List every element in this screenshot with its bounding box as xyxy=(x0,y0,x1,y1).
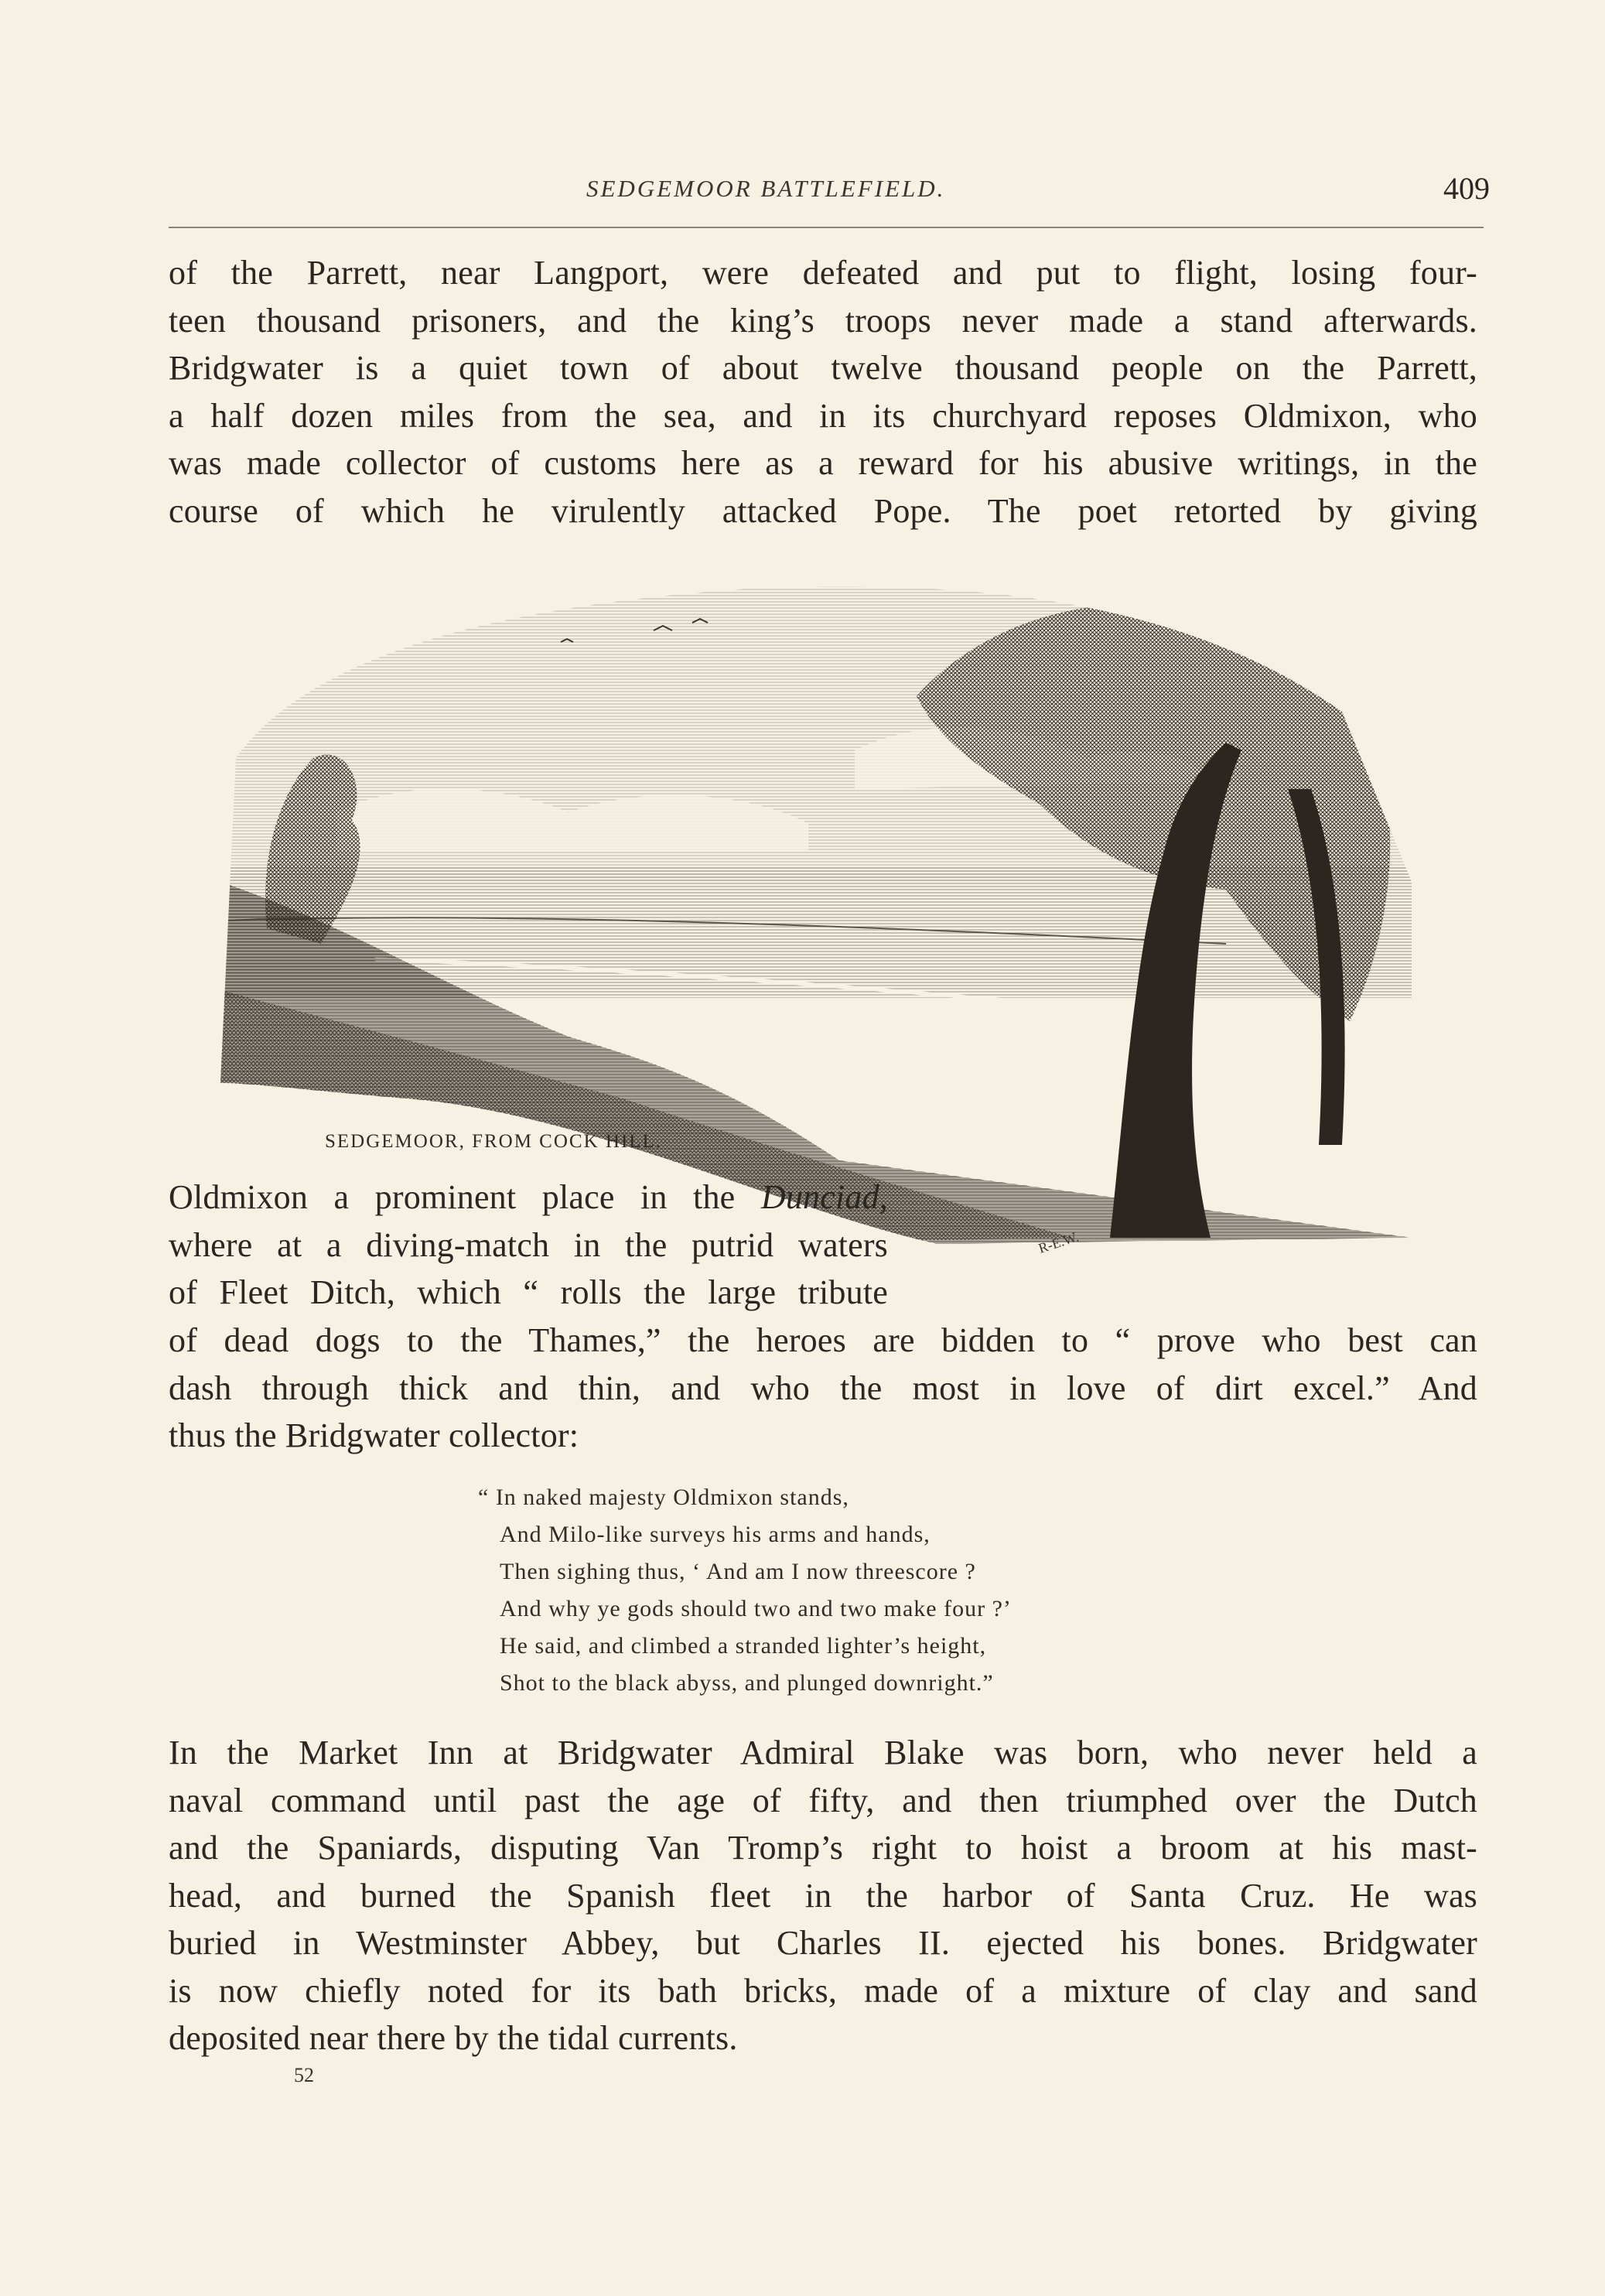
text-line: where at a diving-match in the putrid waters xyxy=(169,1225,888,1264)
text-line: naval command until past the age of fifty, and then triumphed over the Dutch xyxy=(169,1781,1477,1819)
paragraph-3 xyxy=(169,1729,1477,2062)
verse-line: And why ye gods should two and two make four ?’ xyxy=(500,1596,1012,1621)
paragraph-1 xyxy=(169,249,1477,535)
text-line: of the Parrett, near Langport, were defeated and put to flight, losing four- xyxy=(169,254,1477,292)
text-line: teen thousand prisoners, and the king’s troops never made a stand afterwards. xyxy=(169,301,1477,340)
header-rule xyxy=(169,227,1484,228)
text-line: of dead dogs to the Thames,” the heroes are bidden to “ prove who best can xyxy=(169,1321,1477,1359)
text-line: and the Spaniards, disputing Van Tromp’s right to hoist a broom at his mast- xyxy=(169,1829,1477,1867)
text-line: a half dozen miles from the sea, and in its churchyard reposes Oldmixon, who xyxy=(169,396,1477,435)
running-title: SEDGEMOOR BATTLEFIELD. xyxy=(586,175,946,202)
text-line: deposited near there by the tidal currents. xyxy=(169,2019,738,2057)
verse-line: “ In naked majesty Oldmixon stands, xyxy=(478,1485,849,1510)
text-line: dash through thick and thin, and who the most in love of dirt excel.” And xyxy=(169,1368,1477,1407)
text-segment: Oldmixon a prominent place in the Dunciad, xyxy=(169,1178,888,1216)
signature-mark: 52 xyxy=(294,2064,314,2086)
text-line: course of which he virulently attacked Pope. The poet retorted by giving xyxy=(169,491,1477,530)
text-line: In the Market Inn at Bridgwater Admiral Blake was born, who never held a xyxy=(169,1734,1477,1772)
text-line: buried in Westminster Abbey, but Charles II. ejected his bones. Bridgwater xyxy=(169,1924,1477,1962)
paragraph-2-continued xyxy=(169,1317,1477,1460)
verse-line: Then sighing thus, ‘ And am I now threescore ? xyxy=(500,1559,976,1584)
text-line: is now chiefly noted for its bath bricks, made of a mixture of clay and sand xyxy=(169,1971,1477,2010)
verse-quotation xyxy=(478,1479,1174,1702)
text-line: head, and burned the Spanish fleet in the harbor of Santa Cruz. He was xyxy=(169,1876,1477,1915)
page-header xyxy=(169,169,1490,231)
page-number: 409 xyxy=(1443,171,1490,206)
verse-line: And Milo-like surveys his arms and hands, xyxy=(500,1522,931,1547)
verse-line: Shot to the black abyss, and plunged downright.” xyxy=(500,1670,994,1696)
text-line: was made collector of customs here as a reward for his abusive writings, in the xyxy=(169,444,1477,482)
text-line xyxy=(169,1174,888,1221)
text-line: of Fleet Ditch, which “ rolls the large tribute xyxy=(169,1273,888,1311)
text-line: Bridgwater is a quiet town of about twelve thousand people on the Parrett, xyxy=(169,349,1477,387)
engraver-mark: R-E.W. xyxy=(1036,1228,1081,1256)
illustration-caption: SEDGEMOOR, FROM COCK HILL. xyxy=(325,1131,663,1152)
text-line: thus the Bridgwater collector: xyxy=(169,1416,579,1454)
verse-line: He said, and climbed a stranded lighter’s height, xyxy=(500,1633,987,1659)
paragraph-2-wrapped xyxy=(169,1174,888,1317)
